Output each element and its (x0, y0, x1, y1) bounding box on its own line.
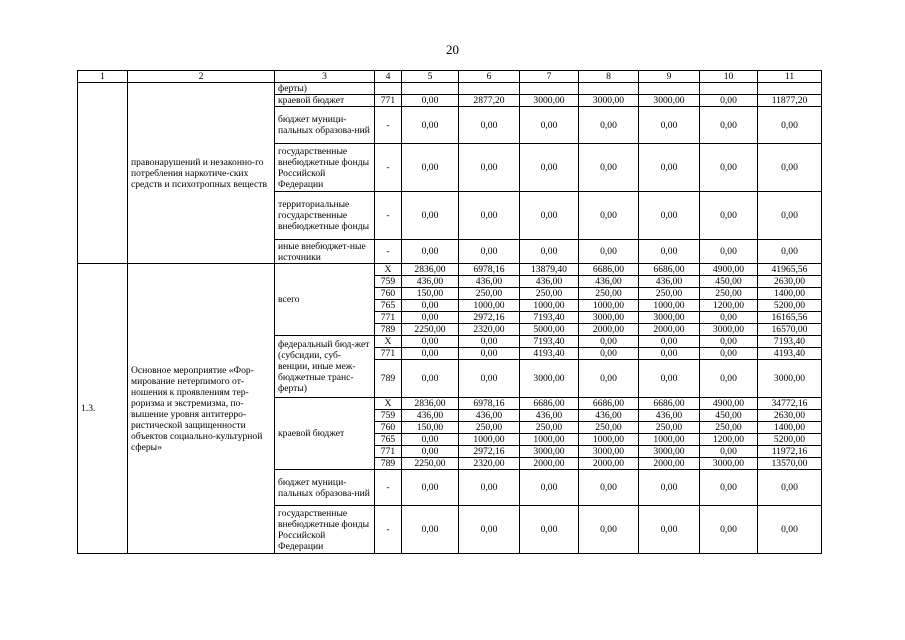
value-cell: 0,00 (700, 192, 758, 240)
value-cell: 2972,16 (459, 446, 520, 458)
value-cell: 0,00 (402, 360, 459, 398)
column-header: 8 (579, 71, 639, 83)
value-cell: 0,00 (758, 240, 822, 264)
value-cell: 3000,00 (520, 360, 579, 398)
value-cell (579, 83, 639, 95)
column-header: 2 (128, 71, 275, 83)
value-cell: 1000,00 (639, 300, 700, 312)
code-cell: 759 (375, 410, 402, 422)
code-cell: 765 (375, 434, 402, 446)
column-header: 10 (700, 71, 758, 83)
funding-source-cell: бюджет муници-пальных образова-ний (275, 107, 375, 144)
value-cell (639, 83, 700, 95)
value-cell: 11972,16 (758, 446, 822, 458)
value-cell: 2320,00 (459, 324, 520, 336)
value-cell: 450,00 (700, 410, 758, 422)
column-header: 11 (758, 71, 822, 83)
value-cell: 0,00 (579, 348, 639, 360)
value-cell: 0,00 (758, 470, 822, 506)
value-cell: 1000,00 (520, 300, 579, 312)
funding-source-cell: государственные внебюджетные фонды Российской Федерации (275, 144, 375, 192)
value-cell: 0,00 (639, 470, 700, 506)
code-cell: Х (375, 336, 402, 348)
value-cell: 0,00 (459, 192, 520, 240)
value-cell: 4193,40 (758, 348, 822, 360)
value-cell: 450,00 (700, 276, 758, 288)
value-cell: 436,00 (459, 276, 520, 288)
value-cell: 0,00 (700, 470, 758, 506)
code-cell: 789 (375, 324, 402, 336)
budget-table (77, 70, 822, 554)
value-cell: 250,00 (459, 288, 520, 300)
value-cell: 250,00 (639, 422, 700, 434)
value-cell: 3000,00 (758, 360, 822, 398)
column-header: 7 (520, 71, 579, 83)
value-cell: 0,00 (700, 107, 758, 144)
column-header: 9 (639, 71, 700, 83)
value-cell: 436,00 (402, 410, 459, 422)
column-header: 1 (78, 71, 128, 83)
value-cell: 0,00 (700, 360, 758, 398)
value-cell: 436,00 (459, 410, 520, 422)
code-cell: Х (375, 264, 402, 276)
value-cell: 4193,40 (520, 348, 579, 360)
funding-source-cell: государственные внебюджетные фонды Российской Федерации (275, 506, 375, 554)
value-cell: 250,00 (579, 422, 639, 434)
value-cell: 41965,56 (758, 264, 822, 276)
value-cell: 4900,00 (700, 398, 758, 410)
value-cell: 0,00 (402, 336, 459, 348)
item-name-cell: Основное мероприятие «Фор-мирование нетерпимого от-ношения к проявлениям тер-роризма и экстремизма, по-вышение уровня антитерро-ристической защищенности объектов социально-культурной сферы» (128, 264, 275, 554)
value-cell: 0,00 (758, 506, 822, 554)
code-cell: - (375, 506, 402, 554)
funding-source-cell: ферты) (275, 83, 375, 95)
value-cell: 1200,00 (700, 434, 758, 446)
value-cell: 3000,00 (639, 312, 700, 324)
value-cell: 1000,00 (579, 434, 639, 446)
value-cell: 0,00 (402, 95, 459, 107)
value-cell: 2320,00 (459, 458, 520, 470)
item-number-cell (78, 83, 128, 264)
value-cell: 0,00 (579, 360, 639, 398)
value-cell: 2836,00 (402, 264, 459, 276)
value-cell: 2836,00 (402, 398, 459, 410)
value-cell: 1200,00 (700, 300, 758, 312)
value-cell: 2972,16 (459, 312, 520, 324)
value-cell: 6978,16 (459, 264, 520, 276)
value-cell: 16570,00 (758, 324, 822, 336)
value-cell: 0,00 (402, 144, 459, 192)
value-cell: 2630,00 (758, 410, 822, 422)
value-cell: 0,00 (700, 336, 758, 348)
value-cell: 3000,00 (579, 95, 639, 107)
column-header: 6 (459, 71, 520, 83)
value-cell: 0,00 (579, 192, 639, 240)
value-cell: 436,00 (579, 276, 639, 288)
value-cell: 2000,00 (579, 458, 639, 470)
value-cell: 250,00 (520, 422, 579, 434)
value-cell: 0,00 (459, 240, 520, 264)
value-cell: 250,00 (459, 422, 520, 434)
code-cell: - (375, 192, 402, 240)
value-cell: 0,00 (459, 107, 520, 144)
value-cell: 6686,00 (579, 398, 639, 410)
value-cell: 250,00 (520, 288, 579, 300)
value-cell: 436,00 (402, 276, 459, 288)
value-cell: 2000,00 (639, 458, 700, 470)
value-cell: 0,00 (402, 312, 459, 324)
value-cell: 3000,00 (579, 312, 639, 324)
code-cell: 760 (375, 288, 402, 300)
value-cell: 0,00 (700, 144, 758, 192)
value-cell: 3000,00 (639, 95, 700, 107)
column-header: 4 (375, 71, 402, 83)
value-cell: 0,00 (639, 336, 700, 348)
value-cell: 0,00 (639, 506, 700, 554)
value-cell: 6686,00 (639, 398, 700, 410)
value-cell: 0,00 (700, 240, 758, 264)
value-cell: 0,00 (520, 240, 579, 264)
value-cell: 0,00 (639, 240, 700, 264)
funding-source-cell: бюджет муници-пальных образова-ний (275, 470, 375, 506)
value-cell: 16165,56 (758, 312, 822, 324)
value-cell: 2000,00 (520, 458, 579, 470)
value-cell: 0,00 (402, 240, 459, 264)
value-cell: 11877,20 (758, 95, 822, 107)
value-cell: 0,00 (700, 446, 758, 458)
value-cell: 150,00 (402, 288, 459, 300)
table-row (78, 83, 822, 95)
value-cell: 0,00 (700, 312, 758, 324)
value-cell: 3000,00 (579, 446, 639, 458)
value-cell: 4900,00 (700, 264, 758, 276)
value-cell (520, 83, 579, 95)
code-cell: 771 (375, 312, 402, 324)
funding-source-cell: федеральный бюд-жет (субсидии, суб-венции, иные меж-бюджетные транс-ферты) (275, 336, 375, 398)
value-cell: 7193,40 (520, 312, 579, 324)
value-cell: 436,00 (520, 410, 579, 422)
code-cell: 771 (375, 446, 402, 458)
value-cell: 0,00 (459, 144, 520, 192)
value-cell: 0,00 (402, 107, 459, 144)
value-cell: 0,00 (402, 446, 459, 458)
value-cell: 7193,40 (758, 336, 822, 348)
value-cell: 3000,00 (700, 324, 758, 336)
value-cell: 436,00 (639, 410, 700, 422)
value-cell: 0,00 (639, 144, 700, 192)
value-cell: 0,00 (402, 434, 459, 446)
value-cell: 436,00 (639, 276, 700, 288)
column-header: 3 (275, 71, 375, 83)
value-cell: 5000,00 (520, 324, 579, 336)
value-cell: 3000,00 (639, 446, 700, 458)
value-cell: 6686,00 (639, 264, 700, 276)
funding-source-cell: краевой бюджет (275, 95, 375, 107)
value-cell: 0,00 (459, 336, 520, 348)
value-cell: 0,00 (639, 348, 700, 360)
value-cell: 150,00 (402, 422, 459, 434)
item-number-cell: 1.3. (78, 264, 128, 554)
value-cell: 0,00 (520, 506, 579, 554)
value-cell: 0,00 (459, 470, 520, 506)
value-cell: 0,00 (520, 192, 579, 240)
code-cell: 759 (375, 276, 402, 288)
value-cell: 2250,00 (402, 458, 459, 470)
value-cell: 34772,16 (758, 398, 822, 410)
value-cell: 0,00 (520, 144, 579, 192)
value-cell: 5200,00 (758, 300, 822, 312)
value-cell: 250,00 (700, 288, 758, 300)
value-cell (700, 83, 758, 95)
value-cell: 0,00 (402, 300, 459, 312)
item-name-cell: правонарушений и незаконно-го потребления наркотиче-ских средств и психотропных веществ (128, 83, 275, 264)
value-cell: 7193,40 (520, 336, 579, 348)
value-cell: 6978,16 (459, 398, 520, 410)
value-cell: 2630,00 (758, 276, 822, 288)
value-cell: 0,00 (579, 470, 639, 506)
value-cell: 0,00 (520, 470, 579, 506)
code-cell: 771 (375, 95, 402, 107)
code-cell: 789 (375, 360, 402, 398)
table-row (78, 264, 822, 276)
code-cell: Х (375, 398, 402, 410)
value-cell: 2877,20 (459, 95, 520, 107)
value-cell: 0,00 (700, 95, 758, 107)
value-cell: 0,00 (639, 360, 700, 398)
column-header: 5 (402, 71, 459, 83)
value-cell: 0,00 (520, 107, 579, 144)
value-cell: 1400,00 (758, 288, 822, 300)
value-cell: 250,00 (579, 288, 639, 300)
value-cell (402, 83, 459, 95)
value-cell: 0,00 (758, 192, 822, 240)
value-cell: 0,00 (579, 336, 639, 348)
value-cell: 0,00 (402, 506, 459, 554)
funding-source-cell: краевой бюджет (275, 398, 375, 470)
value-cell (758, 83, 822, 95)
value-cell: 5200,00 (758, 434, 822, 446)
funding-source-cell: всего (275, 264, 375, 336)
value-cell: 3000,00 (700, 458, 758, 470)
value-cell: 1000,00 (579, 300, 639, 312)
value-cell: 436,00 (520, 276, 579, 288)
page-number: 20 (446, 42, 459, 57)
value-cell: 0,00 (402, 470, 459, 506)
value-cell: 0,00 (758, 144, 822, 192)
value-cell: 1400,00 (758, 422, 822, 434)
code-cell: - (375, 240, 402, 264)
code-cell: - (375, 107, 402, 144)
header-row (78, 71, 822, 83)
value-cell: 6686,00 (579, 264, 639, 276)
value-cell: 3000,00 (520, 446, 579, 458)
value-cell: 13879,40 (520, 264, 579, 276)
value-cell: 436,00 (579, 410, 639, 422)
value-cell: 0,00 (579, 240, 639, 264)
value-cell: 0,00 (700, 506, 758, 554)
value-cell: 0,00 (579, 144, 639, 192)
value-cell: 2250,00 (402, 324, 459, 336)
funding-source-cell: иные внебюджет-ные источники (275, 240, 375, 264)
value-cell: 6686,00 (520, 398, 579, 410)
value-cell: 0,00 (579, 107, 639, 144)
value-cell: 0,00 (402, 348, 459, 360)
value-cell: 0,00 (459, 360, 520, 398)
code-cell: 789 (375, 458, 402, 470)
code-cell: 765 (375, 300, 402, 312)
value-cell: 2000,00 (639, 324, 700, 336)
value-cell: 250,00 (700, 422, 758, 434)
value-cell: 0,00 (639, 107, 700, 144)
value-cell: 0,00 (758, 107, 822, 144)
code-cell: - (375, 144, 402, 192)
code-cell: 760 (375, 422, 402, 434)
code-cell: - (375, 470, 402, 506)
value-cell: 0,00 (700, 348, 758, 360)
value-cell: 1000,00 (639, 434, 700, 446)
value-cell: 1000,00 (520, 434, 579, 446)
value-cell: 0,00 (402, 192, 459, 240)
value-cell: 250,00 (639, 288, 700, 300)
value-cell: 1000,00 (459, 300, 520, 312)
value-cell: 1000,00 (459, 434, 520, 446)
funding-source-cell: территориальные государственные внебюджетные фонды (275, 192, 375, 240)
value-cell: 0,00 (459, 506, 520, 554)
value-cell: 0,00 (579, 506, 639, 554)
value-cell: 3000,00 (520, 95, 579, 107)
code-cell (375, 83, 402, 95)
value-cell: 0,00 (639, 192, 700, 240)
value-cell: 13570,00 (758, 458, 822, 470)
code-cell: 771 (375, 348, 402, 360)
value-cell: 2000,00 (579, 324, 639, 336)
value-cell (459, 83, 520, 95)
value-cell: 0,00 (459, 348, 520, 360)
